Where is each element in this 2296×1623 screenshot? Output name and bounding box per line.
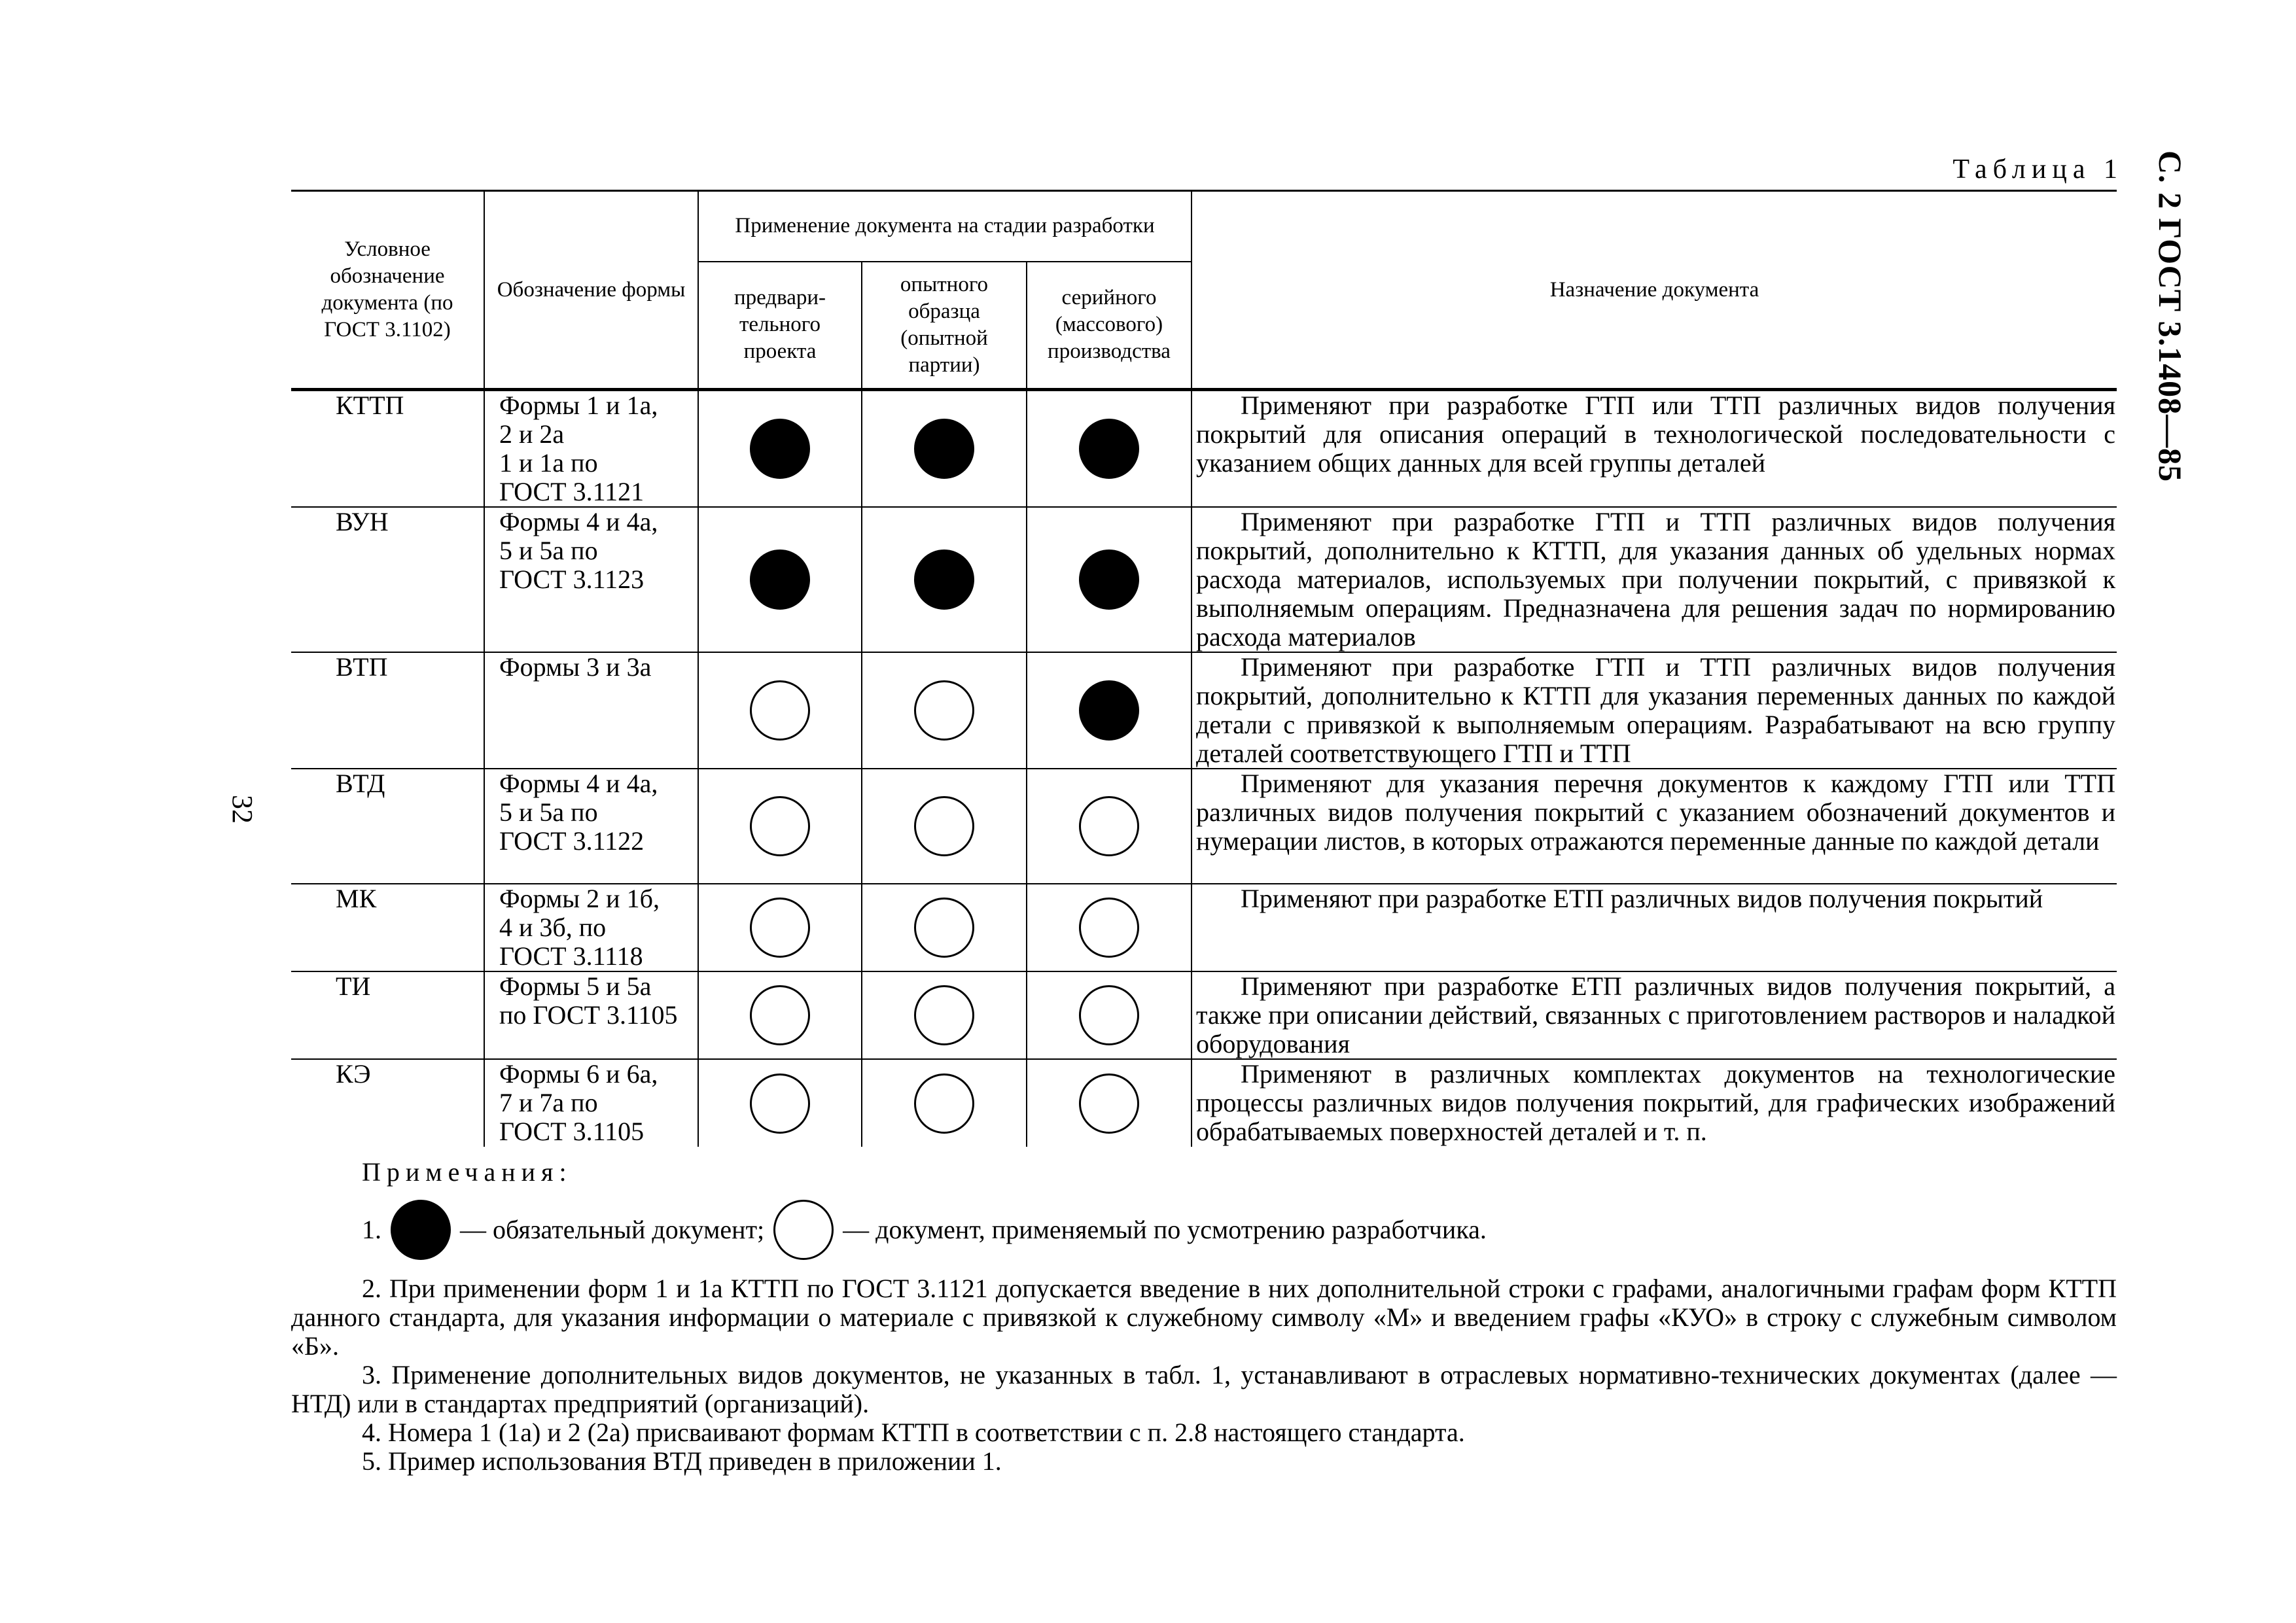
empty-circle-icon: [914, 985, 974, 1045]
cell-stage-mark: [698, 971, 862, 1059]
cell-stage-mark: [698, 769, 862, 884]
note-item: 2. При применении форм 1 и 1а КТТП по ГОСТ 3.1121 допускается введение в них дополнительной строки с графами, аналогичными графам форм КТТП данного стандарта, для указания информации о материале с привязкой к служебному символу «М» и введением графы «КУО» в строку с служебным символом «Б».: [291, 1274, 2117, 1361]
table-body: [291, 390, 2117, 1147]
empty-circle-icon: [750, 796, 810, 856]
filled-circle-icon: [914, 550, 974, 610]
cell-stage-mark: [862, 971, 1027, 1059]
form-line: 4 и 3б, по: [499, 913, 607, 942]
form-line: 2 и 2а: [499, 419, 565, 449]
header-stage-serial: серийного (массового) производства: [1027, 262, 1192, 390]
cell-stage-mark: [698, 507, 862, 652]
purpose-text: Применяют при разработке ГТП и ТТП различных видов получения покрытий, дополнительно к КТТП для указания переменных данных по каждой детали с привязкой к выполняемым операциям. Разрабатывают на всю группу деталей соответствующего ГТП и ТТП: [1196, 652, 2115, 768]
cell-document-purpose: [1192, 1059, 2117, 1147]
cell-form-designation: [484, 1059, 698, 1147]
cell-document-code: КТТП: [336, 391, 404, 420]
cell-stage-mark: [698, 390, 862, 508]
form-line: ГОСТ 3.1122: [499, 826, 645, 856]
purpose-text: Применяют при разработке ЕТП различных видов получения покрытий, а также при описании действий, связанных с приготовлением растворов и наладкой оборудования: [1196, 971, 2115, 1058]
cell-document-code: МК: [291, 884, 484, 971]
legend-empty-circle-icon: [773, 1200, 834, 1260]
table-row: [291, 884, 2117, 971]
cell-stage-mark: [1027, 652, 1192, 769]
form-line: 5 и 5а по: [499, 797, 598, 827]
form-line: Формы 5 и 5а: [499, 971, 652, 1001]
empty-circle-icon: [750, 1073, 810, 1134]
empty-circle-icon: [914, 796, 974, 856]
header-form: Обозначение формы: [484, 191, 698, 390]
empty-circle-icon: [914, 680, 974, 741]
filled-circle-icon: [1079, 680, 1139, 741]
cell-stage-mark: [862, 652, 1027, 769]
cell-document-code: ВТД: [291, 769, 484, 884]
cell-document-purpose: [1192, 971, 2117, 1059]
filled-circle-icon: [750, 419, 810, 479]
cell-stage-mark: [862, 884, 1027, 971]
purpose-text: Применяют при разработке ГТП и ТТП различных видов получения покрытий, дополнительно к КТТП, для указания данных об удельных нормах расхода материалов, используемых при получении покрытий, с привязкой к выполняемым операциям. Предназначена для решения задач по нормированию расхода материалов: [1196, 507, 2115, 652]
empty-circle-icon: [1079, 898, 1139, 958]
cell-stage-mark: [862, 769, 1027, 884]
purpose-text: Применяют в различных комплектах документов на технологические процессы различных видов получения покрытий, для графических изображений обрабатываемых поверхностей деталей и т. п.: [1196, 1059, 2115, 1146]
form-line: ГОСТ 3.1123: [499, 565, 645, 594]
table-row: [291, 390, 2117, 508]
header-stage-preliminary: предвари-тельного проекта: [698, 262, 862, 390]
note-item: 3. Применение дополнительных видов документов, не указанных в табл. 1, устанавливают в отраслевых нормативно-технических документах (далее — НТД) или в стандартах предприятий (организаций).: [291, 1360, 2117, 1418]
form-line: 5 и 5а по: [499, 536, 598, 565]
cell-form-designation: [484, 884, 698, 971]
notes-legend: [362, 1200, 2117, 1260]
notes-section: [291, 1158, 2117, 1476]
cell-stage-mark: [1027, 971, 1192, 1059]
empty-circle-icon: [1079, 985, 1139, 1045]
cell-form-designation: [484, 390, 698, 508]
cell-stage-mark: [698, 1059, 862, 1147]
page-number: 32: [226, 795, 258, 824]
cell-stage-mark: [862, 1059, 1027, 1147]
empty-circle-icon: [1079, 1073, 1139, 1134]
cell-stage-mark: [698, 652, 862, 769]
empty-circle-icon: [750, 985, 810, 1045]
empty-circle-icon: [750, 680, 810, 741]
table-row: [291, 507, 2117, 652]
cell-form-designation: [484, 652, 698, 769]
header-code: Условное обозначение документа (по ГОСТ 3.1102): [291, 191, 484, 390]
legend-filled-text: — обязательный документ;: [460, 1215, 765, 1244]
document-application-table: [291, 190, 2117, 1147]
cell-document-purpose: [1192, 884, 2117, 971]
form-line: Формы 3 и 3а: [499, 652, 652, 682]
note-item: 5. Пример использования ВТД приведен в приложении 1.: [362, 1446, 1002, 1476]
cell-stage-mark: [1027, 1059, 1192, 1147]
cell-stage-mark: [698, 884, 862, 971]
form-line: Формы 2 и 1б,: [499, 884, 660, 913]
legend-number: 1.: [362, 1215, 381, 1244]
cell-stage-mark: [1027, 507, 1192, 652]
header-stage-group: Применение документа на стадии разработки: [698, 191, 1192, 262]
form-line: Формы 4 и 4а,: [499, 507, 658, 536]
note-item: 4. Номера 1 (1а) и 2 (2а) присваивают формам КТТП в соответствии с п. 2.8 настоящего стандарта.: [362, 1418, 1465, 1447]
form-line: 1 и 1а по: [499, 448, 598, 478]
cell-document-code: ВУН: [291, 507, 484, 652]
cell-document-purpose: [1192, 769, 2117, 884]
header-purpose: Назначение документа: [1192, 191, 2117, 390]
table-row: [291, 652, 2117, 769]
form-line: ГОСТ 3.1105: [499, 1117, 645, 1146]
empty-circle-icon: [750, 898, 810, 958]
cell-stage-mark: [1027, 390, 1192, 508]
cell-form-designation: [484, 507, 698, 652]
form-line: Формы 1 и 1а,: [499, 391, 658, 420]
purpose-text: Применяют при разработке ЕТП различных видов получения покрытий: [1241, 884, 2043, 913]
form-line: 7 и 7а по: [499, 1088, 598, 1117]
filled-circle-icon: [1079, 419, 1139, 479]
cell-document-code: КЭ: [291, 1059, 484, 1147]
filled-circle-icon: [914, 419, 974, 479]
form-line: по ГОСТ 3.1105: [499, 1000, 678, 1030]
cell-document-purpose: [1192, 507, 2117, 652]
form-line: Формы 6 и 6а,: [499, 1059, 658, 1089]
table-row: [291, 1059, 2117, 1147]
purpose-text: Применяют при разработке ГТП или ТТП различных видов получения покрытий для описания операций в технологической последовательности с указанием общих данных для всей группы деталей: [1196, 391, 2115, 478]
cell-stage-mark: [1027, 884, 1192, 971]
empty-circle-icon: [1079, 796, 1139, 856]
legend-filled-circle-icon: [391, 1200, 451, 1260]
filled-circle-icon: [1079, 550, 1139, 610]
table-row: [291, 971, 2117, 1059]
table-caption: Таблица 1: [1952, 154, 2123, 184]
notes-title: Примечания:: [362, 1157, 573, 1187]
form-line: ГОСТ 3.1121: [499, 477, 645, 506]
filled-circle-icon: [750, 550, 810, 610]
empty-circle-icon: [914, 1073, 974, 1134]
form-line: Формы 4 и 4а,: [499, 769, 658, 798]
legend-empty-text: — документ, применяемый по усмотрению разработчика.: [843, 1215, 1487, 1244]
cell-form-designation: [484, 971, 698, 1059]
empty-circle-icon: [914, 898, 974, 958]
cell-document-purpose: [1192, 390, 2117, 508]
cell-stage-mark: [862, 390, 1027, 508]
cell-stage-mark: [1027, 769, 1192, 884]
cell-document-purpose: [1192, 652, 2117, 769]
table-row: [291, 769, 2117, 884]
side-running-header: С. 2 ГОСТ 3.1408—85: [2152, 150, 2189, 483]
header-stage-prototype: опытного образца (опытной партии): [862, 262, 1027, 390]
cell-document-code: ТИ: [291, 971, 484, 1059]
form-line: ГОСТ 3.1118: [499, 941, 643, 971]
purpose-text: Применяют для указания перечня документов к каждому ГТП или ТТП различных видов получения покрытий с указанием обозначений документов и нумерации листов, в которых отражаются переменные данные по каждой детали: [1196, 769, 2115, 856]
cell-document-code: ВТП: [291, 652, 484, 769]
cell-stage-mark: [862, 507, 1027, 652]
cell-form-designation: [484, 769, 698, 884]
